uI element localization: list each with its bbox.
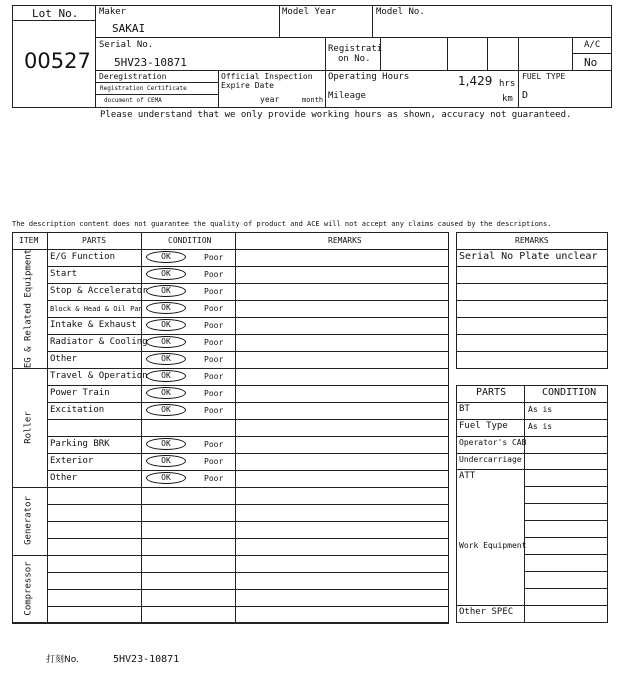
side-remarks-line	[456, 283, 608, 284]
maker-value: SAKAI	[112, 22, 146, 35]
part-label: Intake & Exhaust	[50, 320, 137, 330]
fuel-type-label: FUEL TYPE	[522, 72, 566, 81]
row-line	[47, 419, 449, 420]
mileage-label: Mileage	[328, 91, 366, 101]
att-label: ATT	[459, 471, 476, 481]
part-label: Excitation	[50, 405, 105, 415]
row-line	[47, 351, 449, 352]
ok-circled: OK	[146, 251, 186, 263]
part-label: Travel & Operation	[50, 371, 148, 381]
poor-option: Poor	[204, 304, 224, 313]
hours-notice: Please understand that we only provide working hours as shown, accuracy not guaranteed.	[100, 110, 572, 120]
fuel-value: As is	[528, 422, 553, 431]
group-label: Roller	[23, 410, 34, 444]
km-unit: km	[502, 94, 513, 104]
side-parts-line	[524, 486, 608, 487]
hrs-unit: hrs	[499, 79, 516, 89]
ac-label: A/C	[584, 40, 601, 50]
engraving-label: 打刻No.	[46, 655, 79, 665]
bt-label: BT	[459, 404, 470, 414]
part-label: Stop & Accelerator	[50, 286, 148, 296]
part-label: Block & Head & Oil Pan	[50, 305, 143, 313]
side-parts-line	[456, 469, 608, 470]
ok-circled: OK	[146, 336, 186, 348]
col-remarks: REMARKS	[328, 236, 362, 245]
ok-circled: OK	[146, 438, 186, 450]
row-line	[47, 300, 449, 301]
bt-value: As is	[528, 405, 553, 414]
col-item: ITEM	[19, 236, 39, 245]
side-parts-line	[524, 571, 608, 572]
undercarriage-label: Undercarriage	[459, 455, 522, 464]
registration-label: Registrati	[328, 44, 383, 54]
side-remarks-line	[456, 334, 608, 335]
side-parts-line	[524, 554, 608, 555]
side-parts-col-condition: CONDITION	[542, 387, 597, 398]
model-no-label: Model No.	[376, 7, 425, 17]
ok-circled: OK	[146, 455, 186, 467]
part-label: Exterior	[50, 456, 94, 466]
row-line	[47, 504, 449, 505]
part-label: E/G Function	[50, 252, 116, 262]
row-line	[47, 589, 449, 590]
poor-option: Poor	[204, 457, 224, 466]
side-parts-col-parts: PARTS	[476, 387, 507, 398]
serial-label: Serial No.	[99, 40, 154, 50]
poor-option: Poor	[204, 406, 224, 415]
row-line	[47, 436, 449, 437]
poor-option: Poor	[204, 253, 224, 262]
side-parts-line	[524, 520, 608, 521]
side-remarks-line	[456, 317, 608, 318]
side-parts-line	[524, 588, 608, 589]
disclaimer: The description content does not guarantee the quality of product and ACE will not accept any claims caused by the descriptions.	[12, 220, 552, 228]
poor-option: Poor	[204, 338, 224, 347]
poor-option: Poor	[204, 389, 224, 398]
side-parts-line	[456, 453, 608, 454]
deregistration-label: Deregistration	[99, 72, 167, 81]
group-divider	[12, 555, 449, 556]
inspection-label-2: Expire Date	[221, 81, 274, 90]
part-label: Other	[50, 473, 78, 483]
maker-label: Maker	[99, 7, 127, 17]
lot-label: Lot No.	[32, 7, 79, 20]
side-remarks-row: Serial No Plate unclear	[459, 251, 598, 262]
group-label: Compressor	[23, 561, 34, 616]
side-remarks-line	[456, 266, 608, 267]
reg-certificate-label: Registration Certificate	[100, 85, 187, 92]
side-parts-line	[456, 402, 608, 403]
side-parts-line	[456, 419, 608, 420]
fuel-type-value: D	[522, 90, 529, 101]
row-line	[47, 402, 449, 403]
inspection-label: Official Inspection	[221, 72, 313, 81]
side-parts-line	[456, 436, 608, 437]
row-line	[47, 606, 449, 607]
model-year-label: Model Year	[282, 7, 337, 17]
row-line	[47, 317, 449, 318]
part-label: Parking BRK	[50, 439, 110, 449]
side-parts-line	[524, 503, 608, 504]
col-parts: PARTS	[82, 236, 107, 245]
row-line	[47, 538, 449, 539]
group-divider	[12, 487, 449, 488]
poor-option: Poor	[204, 440, 224, 449]
ok-circled: OK	[146, 285, 186, 297]
col-condition: CONDITION	[168, 236, 212, 245]
engraving-value: 5HV23-10871	[113, 654, 180, 665]
ok-circled: OK	[146, 319, 186, 331]
year-label: year	[260, 95, 280, 104]
row-line	[47, 334, 449, 335]
poor-option: Poor	[204, 355, 224, 364]
lot-number: 00527	[24, 49, 91, 73]
poor-option: Poor	[204, 474, 224, 483]
row-line	[47, 453, 449, 454]
row-line	[47, 521, 449, 522]
table-header-line	[12, 249, 449, 250]
operating-hours-label: Operating Hours	[328, 72, 410, 82]
work-equipment-label: Work Equipment	[459, 541, 527, 550]
serial-value: 5HV23-10871	[114, 56, 187, 69]
ok-circled: OK	[146, 268, 186, 280]
ok-circled: OK	[146, 302, 186, 314]
cema-label: document of CEMA	[104, 97, 162, 104]
fuel-label: Fuel Type	[459, 421, 508, 431]
row-line	[47, 266, 449, 267]
month-label: month	[302, 96, 324, 104]
side-remarks-line	[456, 300, 608, 301]
part-label: Radiator & Cooling	[50, 337, 148, 347]
part-label: Other	[50, 354, 78, 364]
row-line	[47, 572, 449, 573]
other-spec-label: Other SPEC	[459, 607, 514, 617]
part-label: Start	[50, 269, 78, 279]
side-parts-line	[456, 605, 608, 606]
poor-option: Poor	[204, 287, 224, 296]
poor-option: Poor	[204, 372, 224, 381]
group-label: EG & Related Equipment	[23, 248, 34, 368]
cab-label: Operator's CAB	[459, 438, 527, 447]
side-remarks-line	[456, 249, 608, 250]
ac-value: No	[584, 56, 598, 69]
side-remarks-line	[456, 351, 608, 352]
group-label: Generator	[23, 496, 34, 545]
registration-label-2: on No.	[338, 54, 371, 64]
ok-circled: OK	[146, 370, 186, 382]
row-line	[47, 283, 449, 284]
row-line	[47, 385, 449, 386]
ok-circled: OK	[146, 353, 186, 365]
row-line	[47, 470, 449, 471]
part-label: Power Train	[50, 388, 110, 398]
ok-circled: OK	[146, 387, 186, 399]
group-divider	[12, 623, 449, 624]
ok-circled: OK	[146, 404, 186, 416]
poor-option: Poor	[204, 270, 224, 279]
side-parts-line	[524, 537, 608, 538]
operating-hours-value: 1,429	[458, 74, 493, 88]
side-remarks-title: REMARKS	[515, 236, 549, 245]
group-divider	[12, 368, 449, 369]
poor-option: Poor	[204, 321, 224, 330]
ok-circled: OK	[146, 472, 186, 484]
